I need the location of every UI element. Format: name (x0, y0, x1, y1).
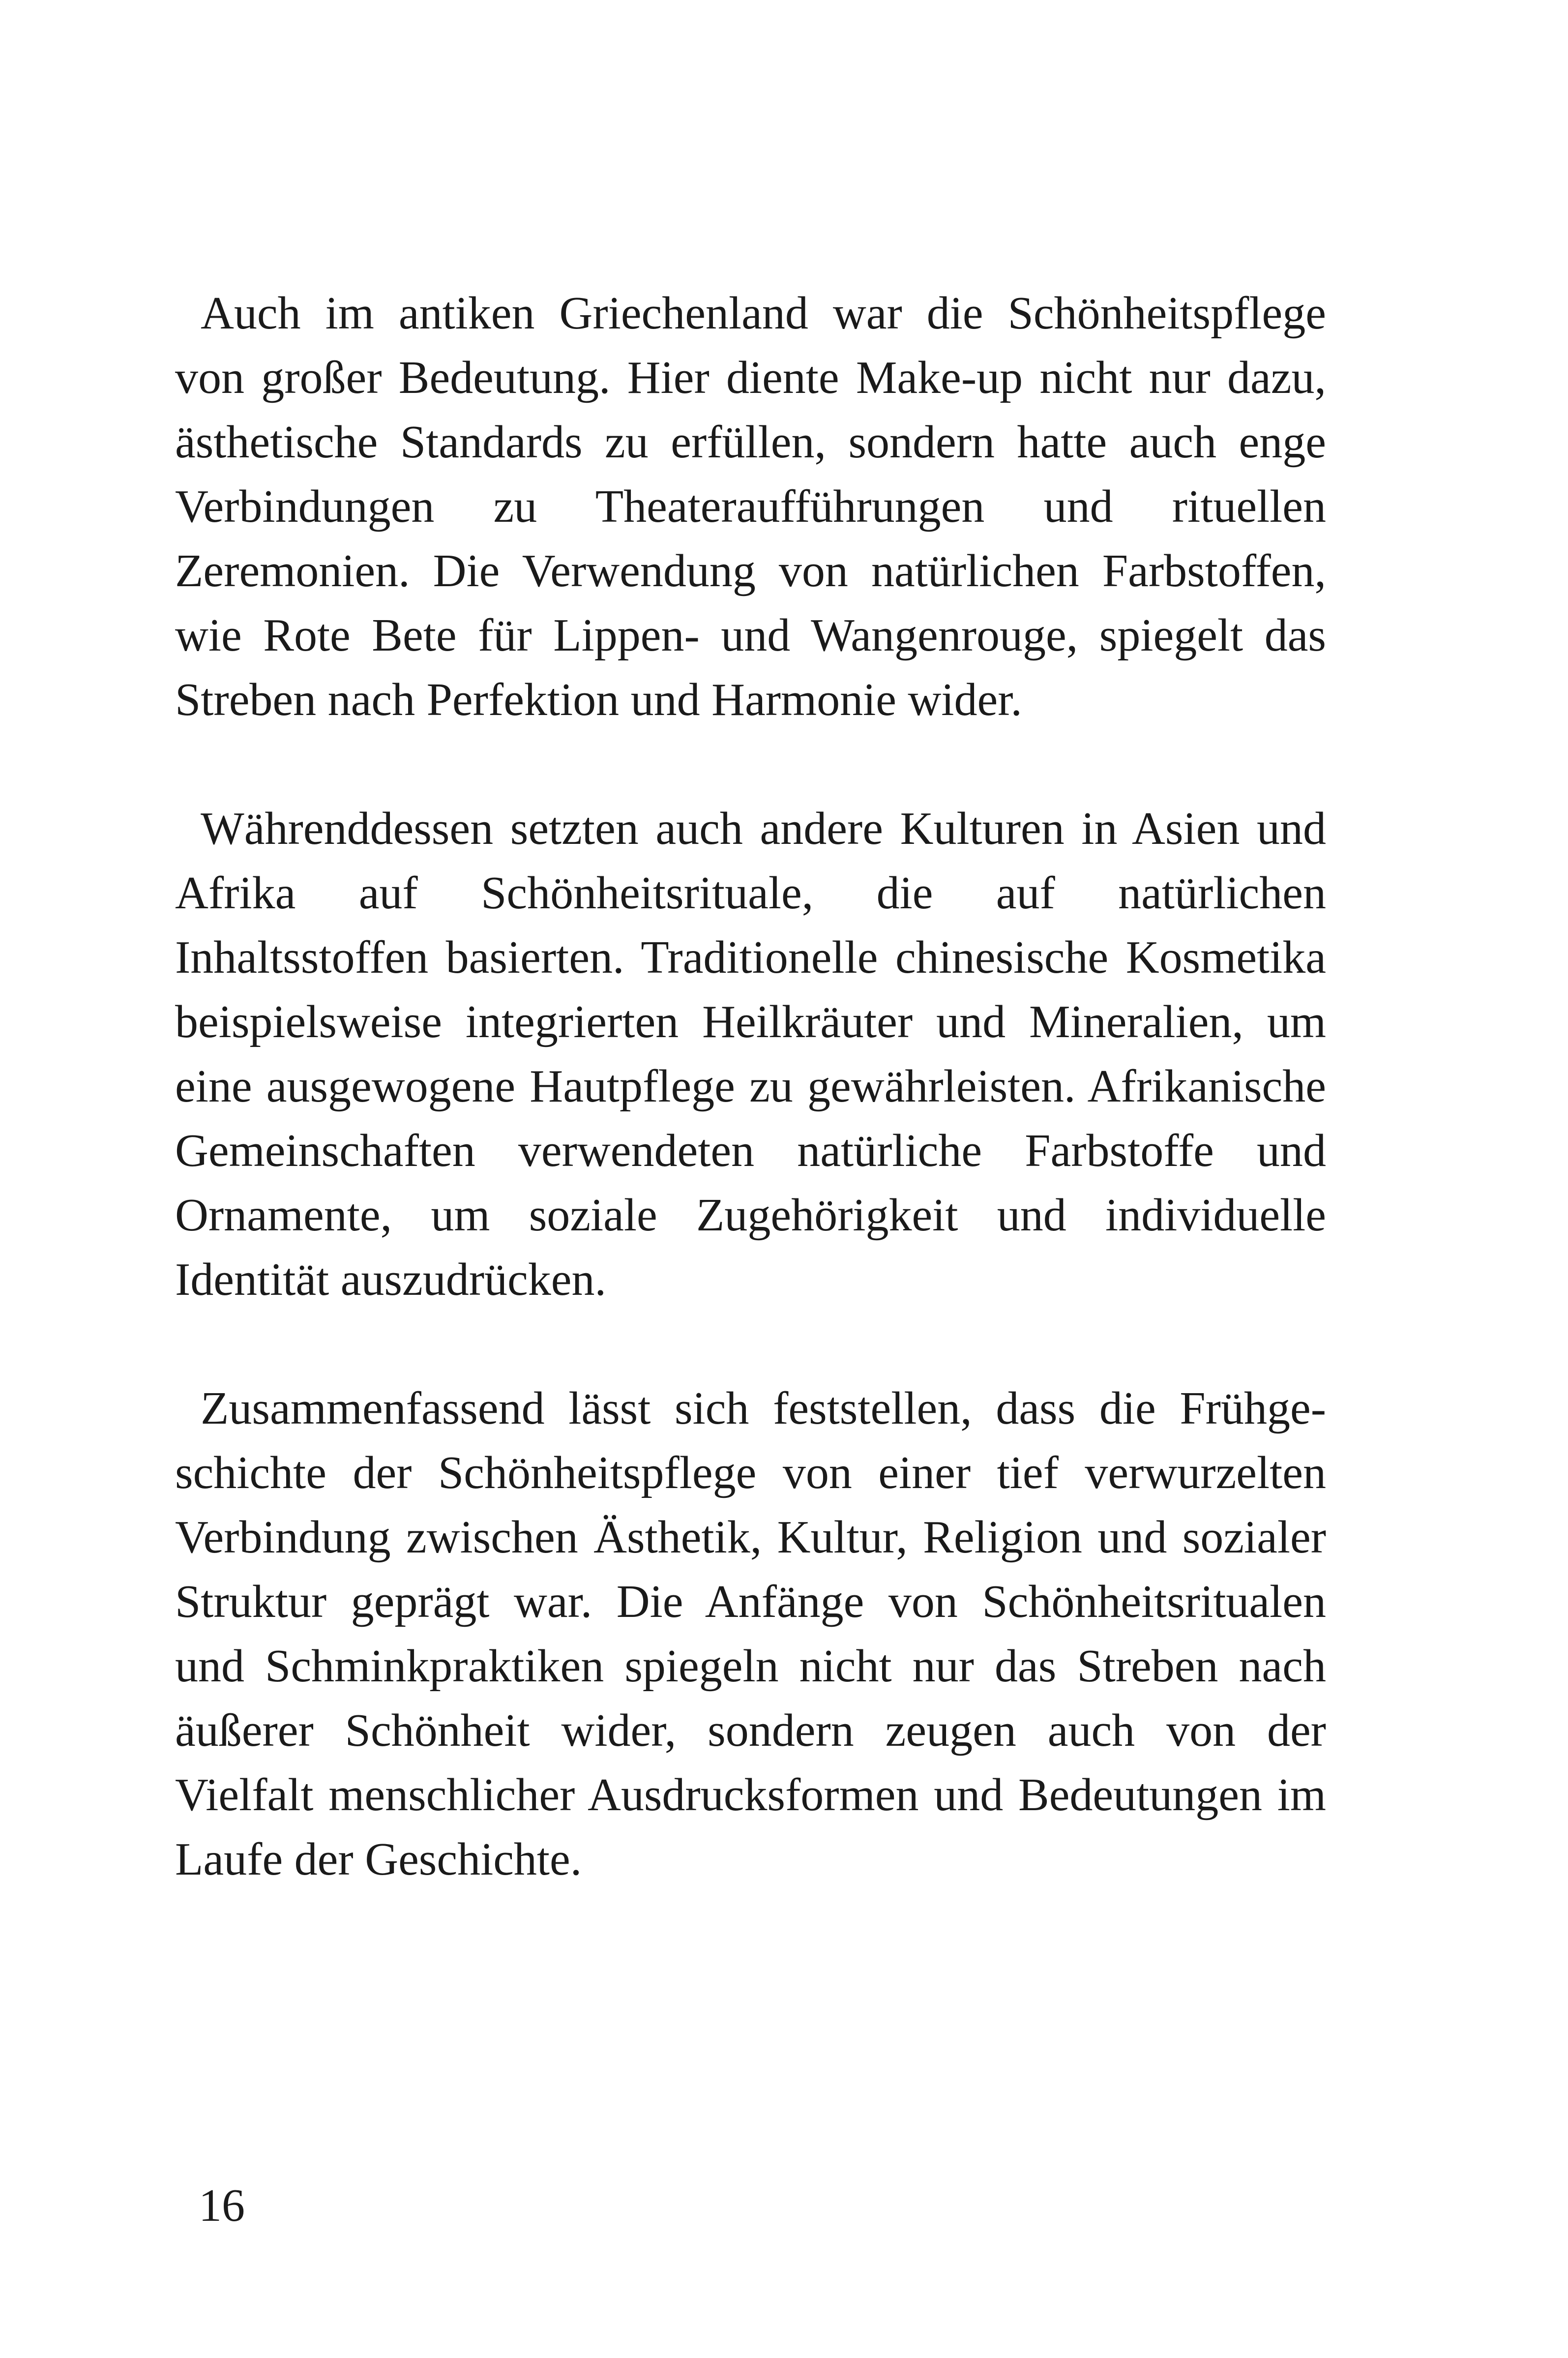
paragraph-summary: Zusammenfassend lässt sich feststellen, dass die Frühgeschichte der Schönheitspflege von einer tief verwurzelten Verbindung zwischen Ästhetik, Kultur, Religion und sozialer Struktur geprägt war. Die Anfänge von Schönheitsritualen und Schminkpraktiken spiegeln nicht nur das Streben nach äußerer Schönheit wider, sondern zeugen auch von der Vielfalt menschlicher Ausdrucksformen und Bedeutungen im Laufe der Geschichte. (175, 1383, 1326, 1885)
paragraph-asia-africa: Währenddessen setzten auch andere Kulturen in Asien und Afrika auf Schönheitsrituale, die auf natürlichen Inhaltsstoffen basierten. Traditionelle chinesische Kosmetika beispielsweise integrierten Heilkräuter und Mineralien, um eine ausgewogene Hautpflege zu gewährleisten. Afrikanische Gemeinschaften verwendeten natürliche Farbstoffe und Ornamente, um soziale Zugehörigkeit und individuelle Identität auszudrücken. (175, 803, 1326, 1305)
paragraph-ancient-greece: Auch im antiken Griechenland war die Schönheitspflege von großer Bedeutung. Hier diente Make-up nicht nur dazu, ästhetische Standards zu erfüllen, sondern hatte auch enge Verbindungen zu Theateraufführungen und rituellen Zeremonien. Die Verwendung von natürlichen Farbstoffen, wie Rote Bete für Lippen- und Wangenrouge, spiegelt das Streben nach Perfektion und Harmonie wider. (175, 288, 1326, 725)
page-number: 16 (199, 2180, 245, 2231)
body-text (175, 281, 1326, 1892)
